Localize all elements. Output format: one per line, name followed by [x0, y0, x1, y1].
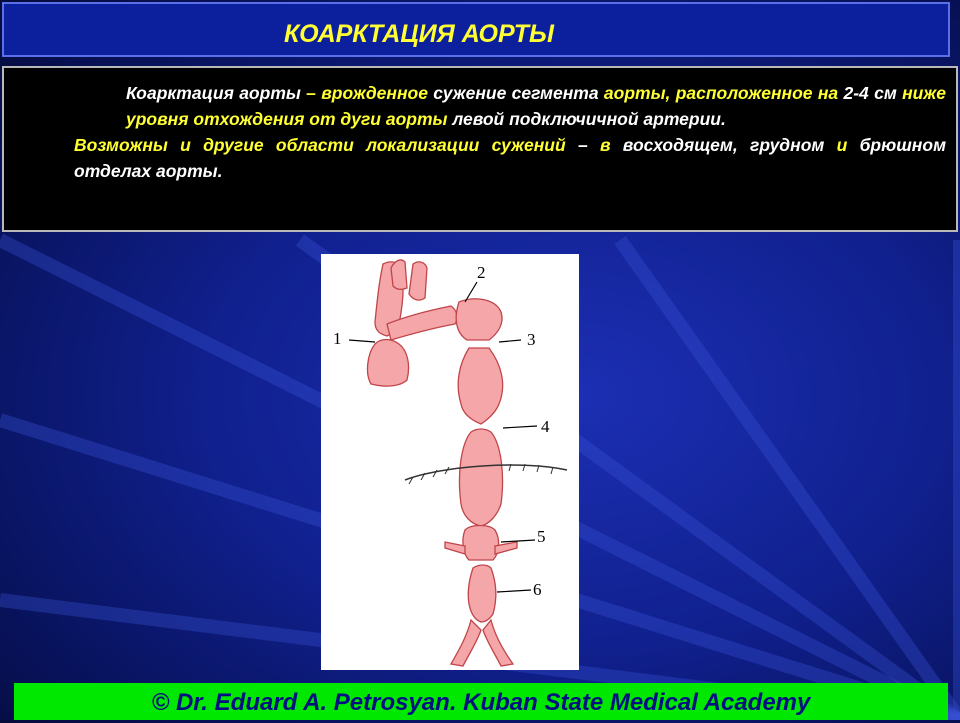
label-6: 6 [533, 580, 542, 599]
arrow-4 [503, 426, 537, 428]
text-run-highlight: аорты, расположенное на [603, 83, 839, 103]
iliac-right [483, 620, 513, 666]
descending-aorta-mid [458, 348, 502, 424]
localization-paragraph [14, 132, 946, 184]
text-run: , грудном [732, 135, 837, 155]
label-2: 2 [477, 263, 486, 282]
text-run-highlight: ниже уровня отхождения от дуги аорты [126, 83, 946, 129]
text-run-highlight: Возможны и другие области локализации сужений [74, 135, 578, 155]
label-1: 1 [333, 329, 342, 348]
iliac-left [451, 620, 481, 666]
renal-branch-left [445, 542, 465, 554]
text-run: 2-4 см [838, 83, 903, 103]
label-5: 5 [537, 527, 546, 546]
text-run-highlight: – врожденное [306, 83, 428, 103]
descending-aorta-upper [456, 299, 502, 340]
text-run: восходящем [610, 135, 733, 155]
definition-text-box [2, 66, 958, 232]
arrow-1 [349, 340, 375, 342]
abdominal-aorta [468, 565, 496, 622]
arrow-5 [501, 540, 535, 542]
text-run-highlight: и [836, 135, 848, 155]
arrow-6 [497, 590, 531, 592]
text-run: – [577, 135, 588, 155]
brachiocephalic-branch [391, 260, 407, 289]
label-4: 4 [541, 417, 550, 436]
text-run: брюшном отделах аорты. [74, 135, 947, 181]
slide-title: КОАРКТАЦИЯ АОРТЫ [284, 20, 554, 48]
text-run-highlight: в [587, 135, 611, 155]
text-run: Коарктация аорты [126, 83, 307, 103]
footer-credit: © Dr. Eduard A. Petrosyan. Kuban State Medical Academy [14, 683, 948, 720]
definition-paragraph [14, 80, 946, 132]
aorta-diagram [321, 254, 579, 670]
arrow-3 [499, 340, 521, 342]
aorta-illustration [321, 254, 579, 670]
carotid-branch [409, 262, 427, 300]
title-bar [2, 2, 950, 57]
descending-aorta-thoracic [459, 429, 502, 526]
text-run: левой подключичной артерии. [447, 109, 726, 129]
renal-arteries-region [463, 526, 499, 561]
ascending-aorta-lower [368, 340, 409, 387]
text-run: сужение сегмента [427, 83, 604, 103]
label-3: 3 [527, 330, 536, 349]
